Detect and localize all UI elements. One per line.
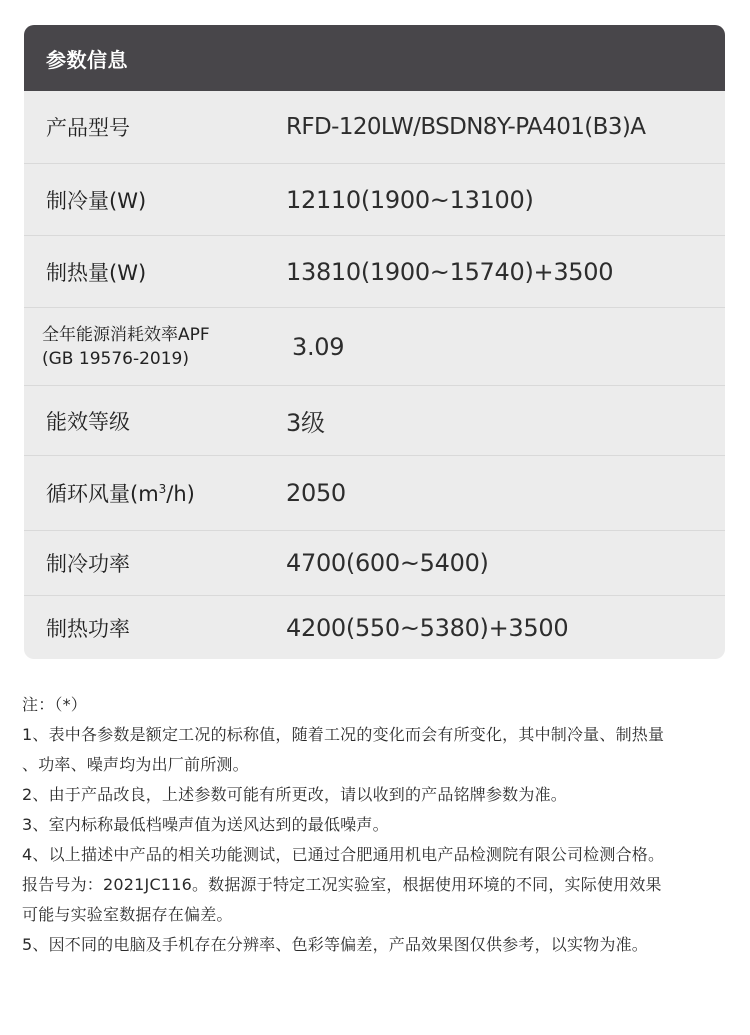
spec-label-sup: 3: [158, 482, 167, 496]
spec-label: 制热量(W): [46, 260, 147, 285]
notes-title: 注：（*）: [22, 695, 88, 714]
note-line: 3、室内标称最低档噪声值为送风达到的最低噪声。: [22, 815, 389, 834]
note-line: 、功率、噪声均为出厂前所测。: [22, 755, 249, 774]
spec-label-line2: (GB 19576-2019): [42, 348, 189, 369]
spec-row-airflow: [24, 455, 725, 530]
spec-row-efficiency-grade: [24, 385, 725, 455]
spec-value: 4200(550~5380)+3500: [286, 613, 569, 642]
spec-label: [24, 323, 286, 371]
note-line: 4、以上描述中产品的相关功能测试，已通过合肥通用机电产品检测院有限公司检测合格。: [22, 845, 665, 864]
spec-value: 3级: [286, 409, 325, 437]
spec-row-cooling-power: [24, 530, 725, 595]
note-line: 报告号为：2021JC116。数据源于特定工况实验室，根据使用环境的不同，实际使用效果: [22, 875, 662, 894]
note-line: 1、表中各参数是额定工况的标称值，随着工况的变化而会有所变化，其中制冷量、制热量: [22, 725, 665, 744]
spec-row-heating-capacity: [24, 235, 725, 307]
spec-value: 4700(600~5400): [286, 549, 489, 577]
notes-section: [22, 690, 738, 960]
note-line: 5、因不同的电脑及手机存在分辨率、色彩等偏差，产品效果图仅供参考，以实物为准。: [22, 935, 648, 954]
spec-label-prefix: 循环风量(m: [46, 482, 159, 506]
spec-label: 能效等级: [46, 409, 130, 434]
spec-value: 3.09: [292, 332, 345, 361]
panel-title: 参数信息: [46, 47, 128, 72]
spec-label: 制热功率: [46, 616, 130, 641]
spec-value: 12110(1900~13100): [286, 185, 534, 214]
spec-row-apf: [24, 307, 725, 385]
spec-label: [24, 478, 286, 508]
spec-row-heating-power: [24, 595, 725, 659]
spec-label: 产品型号: [46, 116, 130, 140]
spec-row-model: [24, 91, 725, 163]
note-line: 2、由于产品改良，上述参数可能有所更改，请以收到的产品铭牌参数为准。: [22, 785, 567, 804]
spec-value: 13810(1900~15740)+3500: [286, 257, 614, 286]
spec-label-line1: 全年能源消耗效率APF: [42, 324, 210, 345]
panel-header: [24, 25, 725, 91]
spec-row-cooling-capacity: [24, 163, 725, 235]
spec-value: RFD-120LW/BSDN8Y-PA401(B3)A: [286, 114, 646, 140]
spec-label: 制冷功率: [46, 552, 130, 576]
spec-value: 2050: [286, 479, 346, 507]
note-line: 可能与实验室数据存在偏差。: [22, 905, 233, 924]
spec-label-suffix: /h): [166, 482, 195, 506]
spec-panel: [24, 25, 725, 659]
spec-label: 制冷量(W): [46, 188, 147, 213]
